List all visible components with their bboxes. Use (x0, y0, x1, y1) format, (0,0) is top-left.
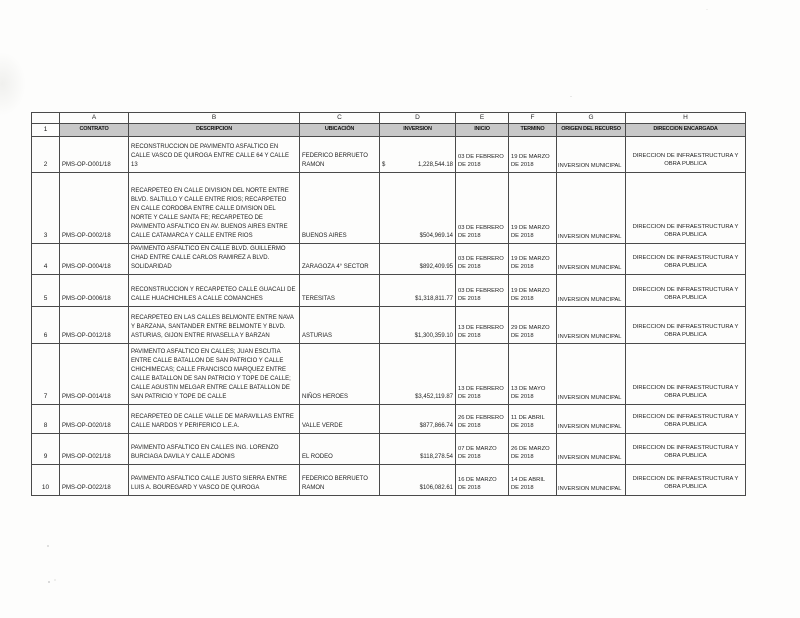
amount: $1,300,359.10 (414, 333, 453, 339)
cell-inicio: 13 DE FEBRERO DE 2018 (456, 307, 509, 344)
cell-termino: 13 DE MAYO DE 2018 (509, 344, 557, 405)
col-letter-h: H (626, 113, 746, 124)
cell-direccion: DIRECCION DE INFRAESTRUCTURA Y OBRA PUBLICA (626, 465, 746, 496)
row-number: 8 (32, 405, 60, 434)
table-row (32, 465, 746, 496)
cell-ubicacion: NIÑOS HEROES (300, 344, 380, 405)
cell-direccion: DIRECCION DE INFRAESTRUCTURA Y OBRA PUBLICA (626, 434, 746, 465)
header-contrato: CONTRATO (60, 124, 129, 137)
col-letter-c: C (300, 113, 380, 124)
table-row (32, 244, 746, 275)
scan-smudge (0, 52, 26, 116)
cell-ubicacion: VALLE VERDE (300, 405, 380, 434)
cell-inversion (380, 465, 456, 496)
cell-descripcion: RECONSTRUCCION Y RECARPETEO CALLE GUACALI DE CALLE HUACHICHILES A CALLE COMANCHES (129, 275, 300, 307)
cell-contrato: PMS-OP-O006/18 (60, 275, 129, 307)
cell-inversion (380, 405, 456, 434)
cell-ubicacion: EL RODEO (300, 434, 380, 465)
table-row (32, 434, 746, 465)
cell-inicio: 26 DE FEBRERO DE 2018 (456, 405, 509, 434)
col-letter-e: E (456, 113, 509, 124)
header-ubicacion: UBICACIÓN (300, 124, 380, 137)
table-row (32, 344, 746, 405)
cell-inversion (380, 244, 456, 275)
amount: 1,228,544.18 (417, 162, 453, 168)
cell-termino: 26 DE MARZO DE 2018 (509, 434, 557, 465)
cell-origen: INVERSION MUNICIPAL (557, 244, 626, 275)
cell-origen: INVERSION MUNICIPAL (557, 173, 626, 244)
column-letters-row (32, 113, 746, 124)
cell-inicio: 03 DE FEBRERO DE 2018 (456, 275, 509, 307)
scan-speck (570, 96, 572, 97)
cell-ubicacion: FEDERICO BERRUETO RAMON (300, 137, 380, 173)
cell-direccion: DIRECCION DE INFRAESTRUCTURA Y OBRA PUBLICA (626, 137, 746, 173)
cell-inicio: 03 DE FEBRERO DE 2018 (456, 244, 509, 275)
scan-speck (48, 581, 50, 583)
contracts-table (31, 112, 746, 496)
cell-inicio: 07 DE MARZO DE 2018 (456, 434, 509, 465)
col-letter-g: G (557, 113, 626, 124)
cell-origen: INVERSION MUNICIPAL (557, 307, 626, 344)
cell-contrato: PMS-OP-O021/18 (60, 434, 129, 465)
cell-contrato: PMS-OP-O012/18 (60, 307, 129, 344)
amount: $1,318,811.77 (415, 296, 453, 302)
header-origen: ORIGEN DEL RECURSO (557, 124, 626, 137)
cell-ubicacion: TERESITAS (300, 275, 380, 307)
table-row (32, 405, 746, 434)
cell-contrato: PMS-OP-O014/18 (60, 344, 129, 405)
cell-descripcion: RECARPETEO DE CALLE VALLE DE MARAVILLAS ENTRE CALLE NARDOS Y PERIFERICO L.E.A. (129, 405, 300, 434)
amount: $118,278.54 (420, 454, 453, 460)
cell-inicio: 13 DE FEBRERO DE 2018 (456, 344, 509, 405)
cell-termino: 19 DE MARZO DE 2018 (509, 137, 557, 173)
header-inversion: INVERSION (380, 124, 456, 137)
cell-descripcion: PAVIMENTO ASFALTICO EN CALLES ING. LORENZO BURCIAGA DAVILA Y CALLE ADONIS (129, 434, 300, 465)
cell-contrato: PMS-OP-O001/18 (60, 137, 129, 173)
cell-ubicacion: ZARAGOZA 4° SECTOR (300, 244, 380, 275)
amount: $106,082.61 (419, 485, 453, 491)
scan-speck (47, 545, 49, 547)
cell-contrato: PMS-OP-O020/18 (60, 405, 129, 434)
cell-origen: INVERSION MUNICIPAL (557, 344, 626, 405)
amount: $3,452,119.87 (415, 394, 453, 400)
cell-origen: INVERSION MUNICIPAL (557, 434, 626, 465)
cell-descripcion: PAVIMENTO ASFALTICO EN CALLE BLVD. GUILLERMO CHAD ENTRE CALLE CARLOS RAMIREZ A BLVD. SOLIDARIDAD (129, 244, 300, 275)
row-number: 3 (32, 173, 60, 244)
cell-ubicacion: ASTURIAS (300, 307, 380, 344)
col-letter-a: A (60, 113, 129, 124)
col-letter-d: D (380, 113, 456, 124)
cell-inversion (380, 275, 456, 307)
cell-termino: 19 DE MARZO DE 2018 (509, 275, 557, 307)
amount: $892,409.95 (419, 264, 453, 270)
cell-ubicacion: BUENOS AIRES (300, 173, 380, 244)
table-row (32, 173, 746, 244)
cell-descripcion: RECARPETEO EN CALLE DIVISION DEL NORTE ENTRE BLVD. SALTILLO Y CALLE ENTRE RIOS; RECARPETEO EN CALLE CORDOBA ENTRE CALLE DIVISION DEL NORTE Y CALLE SANTA FE; RECARPETEO DE PAVIMENTO ASFALTICO EN AV. BUENOS AIRES ENTRE CALLE CATAMARCA Y CALLE ENTRE RIOS (129, 173, 300, 244)
cell-inversion (380, 344, 456, 405)
col-letter-f: F (509, 113, 557, 124)
cell-termino: 19 DE MARZO DE 2018 (509, 244, 557, 275)
amount: $877,866.74 (419, 423, 453, 429)
cell-direccion: DIRECCION DE INFRAESTRUCTURA Y OBRA PUBLICA (626, 344, 746, 405)
cell-inversion (380, 307, 456, 344)
cell-contrato: PMS-OP-O002/18 (60, 173, 129, 244)
header-inicio: INICIO (456, 124, 509, 137)
header-row-number: 1 (32, 124, 60, 137)
cell-direccion: DIRECCION DE INFRAESTRUCTURA Y OBRA PUBLICA (626, 275, 746, 307)
cell-termino: 19 DE MARZO DE 2018 (509, 173, 557, 244)
table-row (32, 275, 746, 307)
header-termino: TERMINO (509, 124, 557, 137)
cell-descripcion: PAVIMENTO ASFALTICO EN CALLES; JUAN ESCUTIA ENTRE CALLE BATALLON DE SAN PATRICIO Y CALLE CHICHIMECAS; CALLE FRANCISCO MARQUEZ ENTRE CALLE BATALLON DE SAN PATRICIO Y TOPE DE CALLE; CALLE AGUSTIN MELGAR ENTRE CALLE BATALLON DE SAN PATRICIO Y TOPE DE CALLE (129, 344, 300, 405)
cell-termino: 14 DE ABRIL DE 2018 (509, 465, 557, 496)
row-number: 6 (32, 307, 60, 344)
row-number: 10 (32, 465, 60, 496)
row-number: 4 (32, 244, 60, 275)
cell-inicio: 03 DE FEBRERO DE 2018 (456, 173, 509, 244)
cell-descripcion: RECARPETEO EN LAS CALLES BELMONTE ENTRE NAVA Y BARZANA, SANTANDER ENTRE BELMONTE Y BLVD. ASTURIAS, GIJON ENTRE RIVASELLA Y BARZAN (129, 307, 300, 344)
cell-inicio: 03 DE FEBRERO DE 2018 (456, 137, 509, 173)
scan-speck (706, 9, 708, 10)
header-direccion: DIRECCION ENCARGADA (626, 124, 746, 137)
cell-descripcion: RECONSTRUCCION DE PAVIMENTO ASFALTICO EN CALLE VASCO DE QUIROGA ENTRE CALLE 64 Y CALLE 13 (129, 137, 300, 173)
cell-contrato: PMS-OP-O022/18 (60, 465, 129, 496)
cell-origen: INVERSION MUNICIPAL (557, 137, 626, 173)
corner-cell (32, 113, 60, 124)
row-number: 2 (32, 137, 60, 173)
cell-inicio: 16 DE MARZO DE 2018 (456, 465, 509, 496)
cell-direccion: DIRECCION DE INFRAESTRUCTURA Y OBRA PUBLICA (626, 307, 746, 344)
cell-termino: 29 DE MARZO DE 2018 (509, 307, 557, 344)
cell-descripcion: PAVIMENTO ASFALTICO CALLE JUSTO SIERRA ENTRE LUIS A. BOUREGARD Y VASCO DE QUIROGA (129, 465, 300, 496)
cell-origen: INVERSION MUNICIPAL (557, 405, 626, 434)
row-number: 9 (32, 434, 60, 465)
cell-contrato: PMS-OP-O004/18 (60, 244, 129, 275)
cell-direccion: DIRECCION DE INFRAESTRUCTURA Y OBRA PUBLICA (626, 244, 746, 275)
currency-symbol: $ (382, 162, 386, 168)
row-number: 5 (32, 275, 60, 307)
cell-inversion (380, 173, 456, 244)
cell-termino: 11 DE ABRIL DE 2018 (509, 405, 557, 434)
header-descripcion: DESCRIPCION (129, 124, 300, 137)
table-row (32, 307, 746, 344)
header-row (32, 124, 746, 137)
cell-origen: INVERSION MUNICIPAL (557, 275, 626, 307)
row-number: 7 (32, 344, 60, 405)
col-letter-b: B (129, 113, 300, 124)
amount: $504,969.14 (419, 233, 453, 239)
cell-inversion (380, 434, 456, 465)
cell-origen: INVERSION MUNICIPAL (557, 465, 626, 496)
cell-direccion: DIRECCION DE INFRAESTRUCTURA Y OBRA PUBLICA (626, 173, 746, 244)
cell-inversion (380, 137, 456, 173)
cell-ubicacion: FEDERICO BERRUETO RAMON (300, 465, 380, 496)
cell-direccion: DIRECCION DE INFRAESTRUCTURA Y OBRA PUBLICA (626, 405, 746, 434)
table-row (32, 137, 746, 173)
